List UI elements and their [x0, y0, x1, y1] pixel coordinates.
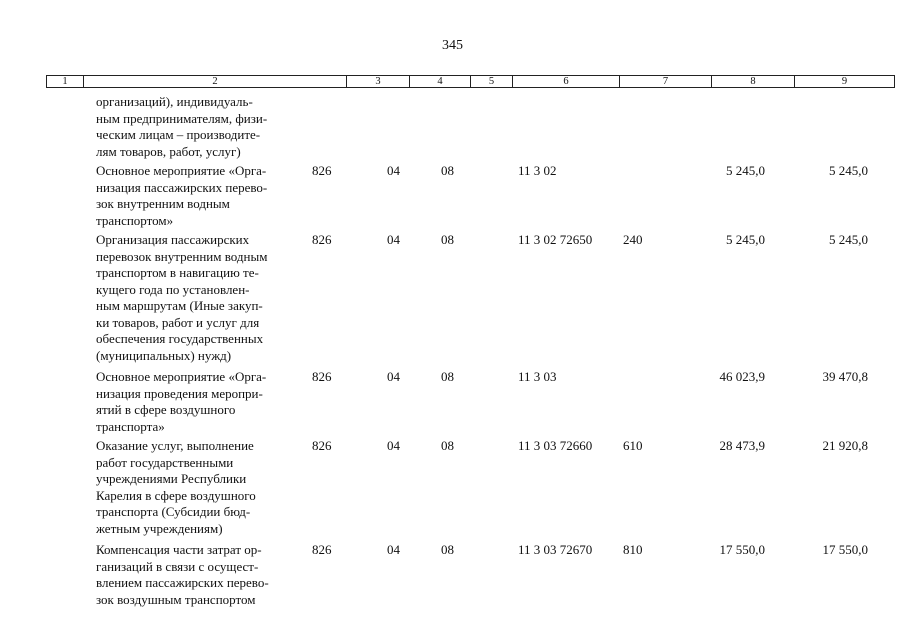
- description-line: обеспечения государственных: [96, 331, 264, 346]
- description-line: транспортом»: [96, 212, 174, 228]
- expense-type-code: 610: [623, 438, 643, 453]
- description-line: Основное мероприятие «Орга-: [96, 163, 267, 178]
- amount-col-8: 5 245,0: [726, 232, 765, 247]
- description-line: низация проведения меропри-: [96, 385, 263, 401]
- target-article-code: 11 3 02: [518, 163, 557, 178]
- description-line: организаций), индивидуаль-: [96, 94, 253, 109]
- section-code: 04: [387, 542, 400, 557]
- admin-code: 826: [312, 542, 332, 557]
- row-description: [96, 94, 301, 160]
- description-line: перевозок внутренним водным: [96, 248, 268, 264]
- subsection-code: 08: [441, 232, 454, 247]
- amount-col-9: 5 245,0: [829, 163, 868, 178]
- section-code: 04: [387, 369, 400, 384]
- description-line: низация пассажирских перево-: [96, 179, 268, 195]
- description-line: ки товаров, работ и услуг для: [96, 314, 260, 330]
- description-line: ганизаций в связи с осущест-: [96, 558, 259, 574]
- header-col-1: 1: [62, 76, 68, 87]
- amount-col-8: 17 550,0: [719, 542, 765, 557]
- description-line: зок воздушным транспортом: [96, 591, 256, 607]
- subsection-code: 08: [441, 438, 454, 453]
- header-col-4: 4: [437, 76, 443, 87]
- description-line: транспортом в навигацию те-: [96, 265, 259, 280]
- admin-code: 826: [312, 438, 332, 453]
- subsection-code: 08: [441, 369, 454, 384]
- section-code: 04: [387, 438, 400, 453]
- subsection-code: 08: [441, 163, 454, 178]
- description-line: Компенсация части затрат ор-: [96, 542, 262, 557]
- description-line: ным маршрутам (Иные закуп-: [96, 298, 263, 313]
- amount-col-8: 46 023,9: [719, 369, 765, 384]
- description-line: транспорта»: [96, 418, 165, 434]
- target-article-code: 11 3 03 72670: [518, 542, 593, 557]
- row-description: [96, 438, 301, 537]
- target-article-code: 11 3 03: [518, 369, 557, 384]
- row-description: [96, 369, 301, 435]
- description-line: влением пассажирских перево-: [96, 575, 269, 590]
- amount-col-9: 21 920,8: [822, 438, 868, 453]
- description-line: Организация пассажирских: [96, 232, 250, 247]
- description-line: транспорта (Субсидии бюд-: [96, 504, 251, 519]
- expense-type-code: 240: [623, 232, 643, 247]
- amount-col-8: 28 473,9: [719, 438, 765, 453]
- description-line: Основное мероприятие «Орга-: [96, 369, 267, 384]
- expense-type-code: 810: [623, 542, 643, 557]
- target-article-code: 11 3 02 72650: [518, 232, 593, 247]
- amount-col-9: 5 245,0: [829, 232, 868, 247]
- description-line: жетным учреждениям): [96, 520, 223, 536]
- header-col-9: 9: [841, 76, 848, 87]
- subsection-code: 08: [441, 542, 454, 557]
- description-line: кущего года по установлен-: [96, 281, 250, 297]
- header-col-7: 7: [662, 76, 669, 87]
- target-article-code: 11 3 03 72660: [518, 438, 593, 453]
- header-col-3: 3: [375, 76, 381, 87]
- header-col-5: 5: [488, 76, 495, 87]
- row-description: [96, 163, 301, 229]
- column-number-header: [46, 75, 895, 88]
- description-line: ятий в сфере воздушного: [96, 402, 236, 417]
- admin-code: 826: [312, 369, 332, 384]
- description-line: работ государственными: [96, 454, 234, 470]
- row-description: [96, 542, 301, 608]
- description-line: ческим лицам – производите-: [96, 127, 261, 142]
- description-line: учреждениями Республики: [96, 471, 247, 486]
- description-line: Карелия в сфере воздушного: [96, 487, 256, 503]
- amount-col-8: 5 245,0: [726, 163, 765, 178]
- row-description: [96, 232, 301, 364]
- description-line: лям товаров, работ, услуг): [96, 143, 241, 159]
- header-col-2: 2: [212, 76, 218, 87]
- description-line: зок внутренним водным: [96, 196, 230, 211]
- description-line: ным предпринимателям, физи-: [96, 110, 268, 126]
- header-col-6: 6: [563, 76, 569, 87]
- page-number: 345: [442, 38, 463, 53]
- description-line: Оказание услуг, выполнение: [96, 438, 254, 453]
- amount-col-9: 17 550,0: [822, 542, 868, 557]
- amount-col-9: 39 470,8: [822, 369, 868, 384]
- section-code: 04: [387, 163, 400, 178]
- header-col-8: 8: [750, 76, 756, 87]
- admin-code: 826: [312, 163, 332, 178]
- admin-code: 826: [312, 232, 332, 247]
- section-code: 04: [387, 232, 400, 247]
- description-line: (муниципальных) нужд): [96, 347, 232, 363]
